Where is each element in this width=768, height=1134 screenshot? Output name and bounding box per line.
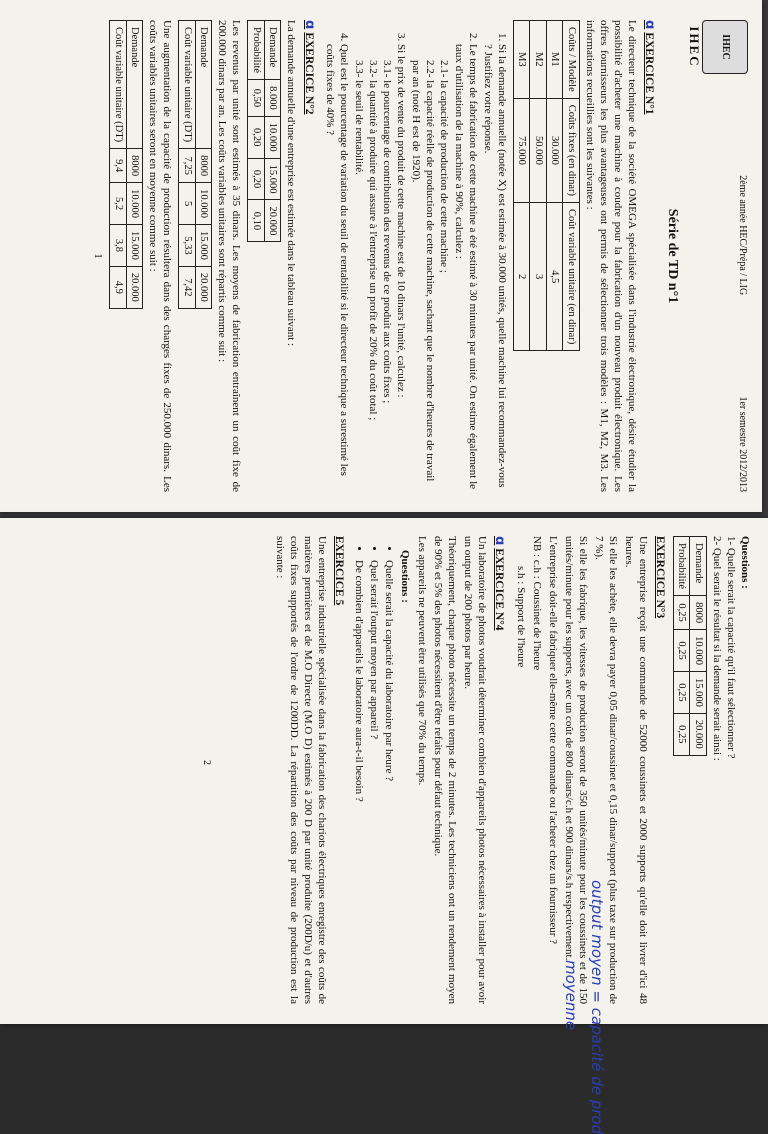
- exercise-5-text: Une entreprise industrielle spécialisée dans la fabrication des chariots électriques enregistre des coûts de matières premières et de M.O Directe (M.O D) estimés à 200 D par unité produite (200D/u) et d'autres coûts fixes supportés de l'ordre de 1200DD. La répartition des coûts par niveau de production est la suivante :: [274, 536, 329, 1004]
- table-cell: 15.000: [690, 671, 706, 713]
- exercise-3-text: Si elle les achète, elle devra payer 0,05 dinar/coussinet et 0,15 dinar/support (plus taxe sur production de 7 %).: [592, 536, 620, 1004]
- table-cell: Demande: [264, 21, 280, 80]
- table-cell: 0,50: [248, 80, 264, 117]
- exercise-3-note: NB : c.h : Coussinet de l'heure: [530, 536, 543, 671]
- table-cell: 2: [513, 203, 529, 351]
- sub-question: 2.2- la capacité réelle de production de cette machine, sachant que le nombre d'heures de travail par an (noté H est de 1920).: [410, 60, 437, 482]
- demand-probability-table: [247, 20, 281, 242]
- table-cell: 7,25: [179, 149, 195, 183]
- page-2-content: [22, 522, 762, 1018]
- table-cell: 15.000: [126, 225, 142, 267]
- variable-cost-table-1: [178, 20, 212, 309]
- exercise-5-title: EXERCICE 5: [333, 536, 346, 606]
- demand-probability-table-2: [673, 536, 707, 756]
- exercise-3-text: Une entreprise reçoit une commande de 52000 coussinets et 2000 supports qu'elle doit livrer d'ici 48 heures.: [623, 536, 650, 1004]
- table-cell: 20.000: [264, 200, 280, 242]
- page-header: [685, 20, 748, 492]
- header-right: 1er semestre 2012/2013: [737, 396, 748, 492]
- table-cell: Probabilité: [248, 21, 264, 80]
- table-cell: Demande: [690, 537, 706, 596]
- question-item: 1- Quelle serait la capacité qu'il faut sélectionner ?: [724, 536, 737, 759]
- table-cell: 0,25: [673, 630, 689, 672]
- table-cell: 8000: [126, 149, 142, 183]
- table-row: [546, 21, 562, 351]
- table-header: Coût variable unitaire (en dinar): [563, 203, 579, 351]
- list-item: • De combien d'appareils le laboratoire aura-t-il besoin ?: [352, 560, 366, 1004]
- header-left: 2ème année HEC/Prépa / LIG: [737, 175, 748, 296]
- exercise-2-text: Les revenus par unité sont estimés à 35 dinars. Les moyens de fabrication entraînent un coût fixe de 200.000 dinars par an. Les coûts variables unitaires sont répartis comme suit :: [216, 20, 243, 492]
- table-cell: 10.000: [264, 116, 280, 158]
- exercise-1-title: ɑEXERCICE N°1: [642, 20, 658, 115]
- question-item: 4. Quel est le pourcentage de variation du seuil de rentabilité si le directeur technique a surestimé les coûts fixes de 40% ?: [323, 44, 351, 492]
- table-cell: 15.000: [195, 225, 211, 267]
- table-cell: 50.000: [530, 98, 546, 202]
- exercise-4-text: Les appareils ne peuvent être utilisés que 70% du temps.: [415, 536, 428, 786]
- table-cell: 5,2: [110, 183, 126, 225]
- list-item: • Quelle serait la capacité du laboratoire par heure ?: [382, 560, 396, 1004]
- table-cell: M1: [546, 21, 562, 99]
- table-cell: 75.000: [513, 98, 529, 202]
- table-cell: 0,20: [248, 116, 264, 158]
- table-cell: 3,8: [110, 225, 126, 267]
- table-cell: 20.000: [126, 266, 142, 308]
- table-cell: 4,5: [546, 203, 562, 351]
- table-cell: 10.000: [126, 183, 142, 225]
- table-cell: 5,33: [179, 225, 195, 267]
- table-cell: 4,9: [110, 266, 126, 308]
- exercise-4-text: Théoriquement, chaque photo nécessite un temps de 2 minutes. Les techniciens ont un rendement moyen de 90% et 5% des photos nécessitent d'être refaits pour défaut technique.: [431, 536, 458, 1004]
- exercise-3-text: Si elle les fabrique, les vitesses de production seront de 350 unités/minute pour les coussinets et de 150 unités/minute pour les supports, avec un coût de 800 dinars/c.h et 900 dinars/s.h respectivement.: [562, 536, 589, 1004]
- handwritten-note: moyenne: [562, 960, 580, 1031]
- exercise-4-questions: [352, 550, 396, 1004]
- table-cell: 20.000: [690, 713, 706, 755]
- sub-question: 3.2- la quantité à produire qui assure à l'entreprise un profit de 20% du coût total ;: [367, 60, 380, 421]
- sub-question: 3.3- le seuil de rentabilité.: [353, 60, 365, 175]
- question-item: 2- Quel serait le résultat si la demande serait ainsi :: [710, 536, 723, 761]
- exercise-3-note: s.h : Support de l'heure: [514, 566, 527, 668]
- institution-name: IHEC: [687, 26, 702, 68]
- list-item: • Quel serait l'output moyen par appareil ?: [367, 560, 381, 1004]
- table-cell: 20.000: [195, 266, 211, 308]
- table-cell: 9,4: [110, 149, 126, 183]
- exercise-1-text: Le directeur technique de la société OMEGA spécialisée dans l'industrie électronique, désire étudier la possibilité d'acheter une machine à coudre pour la fabrication d'un nouveau produit électronique. Les offres fournisseurs les plus avantageuses ont permis de sélectionner trois modèles : M1, M2, M3. Les informations recueillies sont les suivantes :: [583, 20, 638, 492]
- table-cell: 30.000: [546, 98, 562, 202]
- table-header: Coûts fixes (en dinar): [563, 98, 579, 202]
- models-table: [513, 20, 580, 351]
- table-row: [513, 21, 529, 351]
- table-cell: 5: [179, 183, 195, 225]
- table-cell: Demande: [195, 21, 211, 149]
- table-cell: Demande: [126, 21, 142, 149]
- table-cell: 3: [530, 203, 546, 351]
- table-header: Coûts / Modèle: [563, 21, 579, 99]
- handwritten-check-mark: ɑ: [301, 20, 317, 30]
- table-cell: 10.000: [690, 630, 706, 672]
- table-cell: 15.000: [264, 158, 280, 200]
- exercise-4-title: ɑEXERCICE N°4: [492, 536, 508, 631]
- table-cell: M2: [530, 21, 546, 99]
- exercise-3-title: EXERCICE N°3: [653, 536, 666, 619]
- exercise-4-text: Un laboratoire de photos voudrait déterminer combien d'appareils photos nécessaires à installer pour avoir un output de 200 photos par heure.: [461, 536, 488, 1004]
- question-item: 3. Si le prix de vente du produit de cette machine est de 10 dinars l'unité, calculez : 3.1- le pourcentage de contribution des revenus de ce produit aux coûts fixes ; 3.2- la quantité à produire qui assure à l'entreprise un profit de 20% du coût total ; 3.3- le seuil de rentabilité.: [352, 44, 408, 492]
- page-title: Série de TD n°1: [665, 208, 681, 304]
- sub-question: 3.1- le pourcentage de contribution des revenus de ce produit aux coûts fixes ;: [381, 60, 394, 404]
- handwritten-note: output moyen = capacité de prod: [588, 880, 606, 1134]
- exercise-2-intro: La demande annuelle d'une entreprise est estimée dans le tableau suivant :: [285, 20, 298, 347]
- question-item: 2. Le temps de fabrication de cette machine a été estimé à 30 minutes par unité. On estime également le taux d'utilisation de la machine à 90%, calculez : 2.1- la capacité de production de cette machine ; 2.2- la capacité réelle de production de cette machine, sachant que le nombre d'heures de travail par an (noté H est de 1920).: [409, 44, 479, 492]
- table-cell: 7,42: [179, 266, 195, 308]
- table-cell: Coût variable unitaire (DT): [110, 21, 126, 149]
- table-cell: 0,10: [248, 200, 264, 242]
- table-row: [530, 21, 546, 351]
- table-cell: Probabilité: [673, 537, 689, 596]
- questions-heading: Questions :: [399, 550, 412, 603]
- handwritten-check-mark: ɑ: [642, 20, 658, 30]
- sub-question: 2.1- la capacité de production de cette machine ;: [438, 60, 451, 273]
- variable-cost-table-2: [109, 20, 143, 309]
- logo-icon: IHEC: [702, 20, 748, 74]
- page-number: 1: [92, 253, 104, 259]
- table-cell: 0,20: [248, 158, 264, 200]
- table-cell: 10.000: [195, 183, 211, 225]
- table-cell: 0,25: [673, 596, 689, 630]
- table-cell: 8.000: [264, 80, 280, 117]
- table-cell: 8000: [690, 596, 706, 630]
- questions-heading: Questions :: [739, 536, 751, 589]
- exercise-2-title: ɑEXERCICE N°2: [301, 20, 317, 115]
- institution-logo: [685, 20, 748, 74]
- table-cell: 0,25: [673, 671, 689, 713]
- page-number: 2: [201, 760, 212, 765]
- exercise-3-text: L'entreprise doit-elle fabriquer elle-même cette commande ou l'acheter chez un fournisseur ?: [546, 536, 559, 945]
- table-cell: 8000: [195, 149, 211, 183]
- handwritten-check-mark: ɑ: [492, 536, 508, 546]
- table-cell: M3: [513, 21, 529, 99]
- table-cell: 0,25: [673, 713, 689, 755]
- table-cell: Coût variable unitaire (DT): [179, 21, 195, 149]
- exercise-1-questions: [323, 34, 509, 492]
- exercise-2-text: Une augmentation de la capacité de production résultera dans des charges fixes de 250.000 dinars. Les coûts variables unitaires seront en moyenne comme suit :: [147, 20, 174, 492]
- question-item: 1. Si la demande annuelle (notée X) est estimée à 30.000 unités, quelle machine lui recommandez-vous ? Justifiez votre réponse.: [481, 44, 509, 492]
- page-1-content: [18, 6, 758, 506]
